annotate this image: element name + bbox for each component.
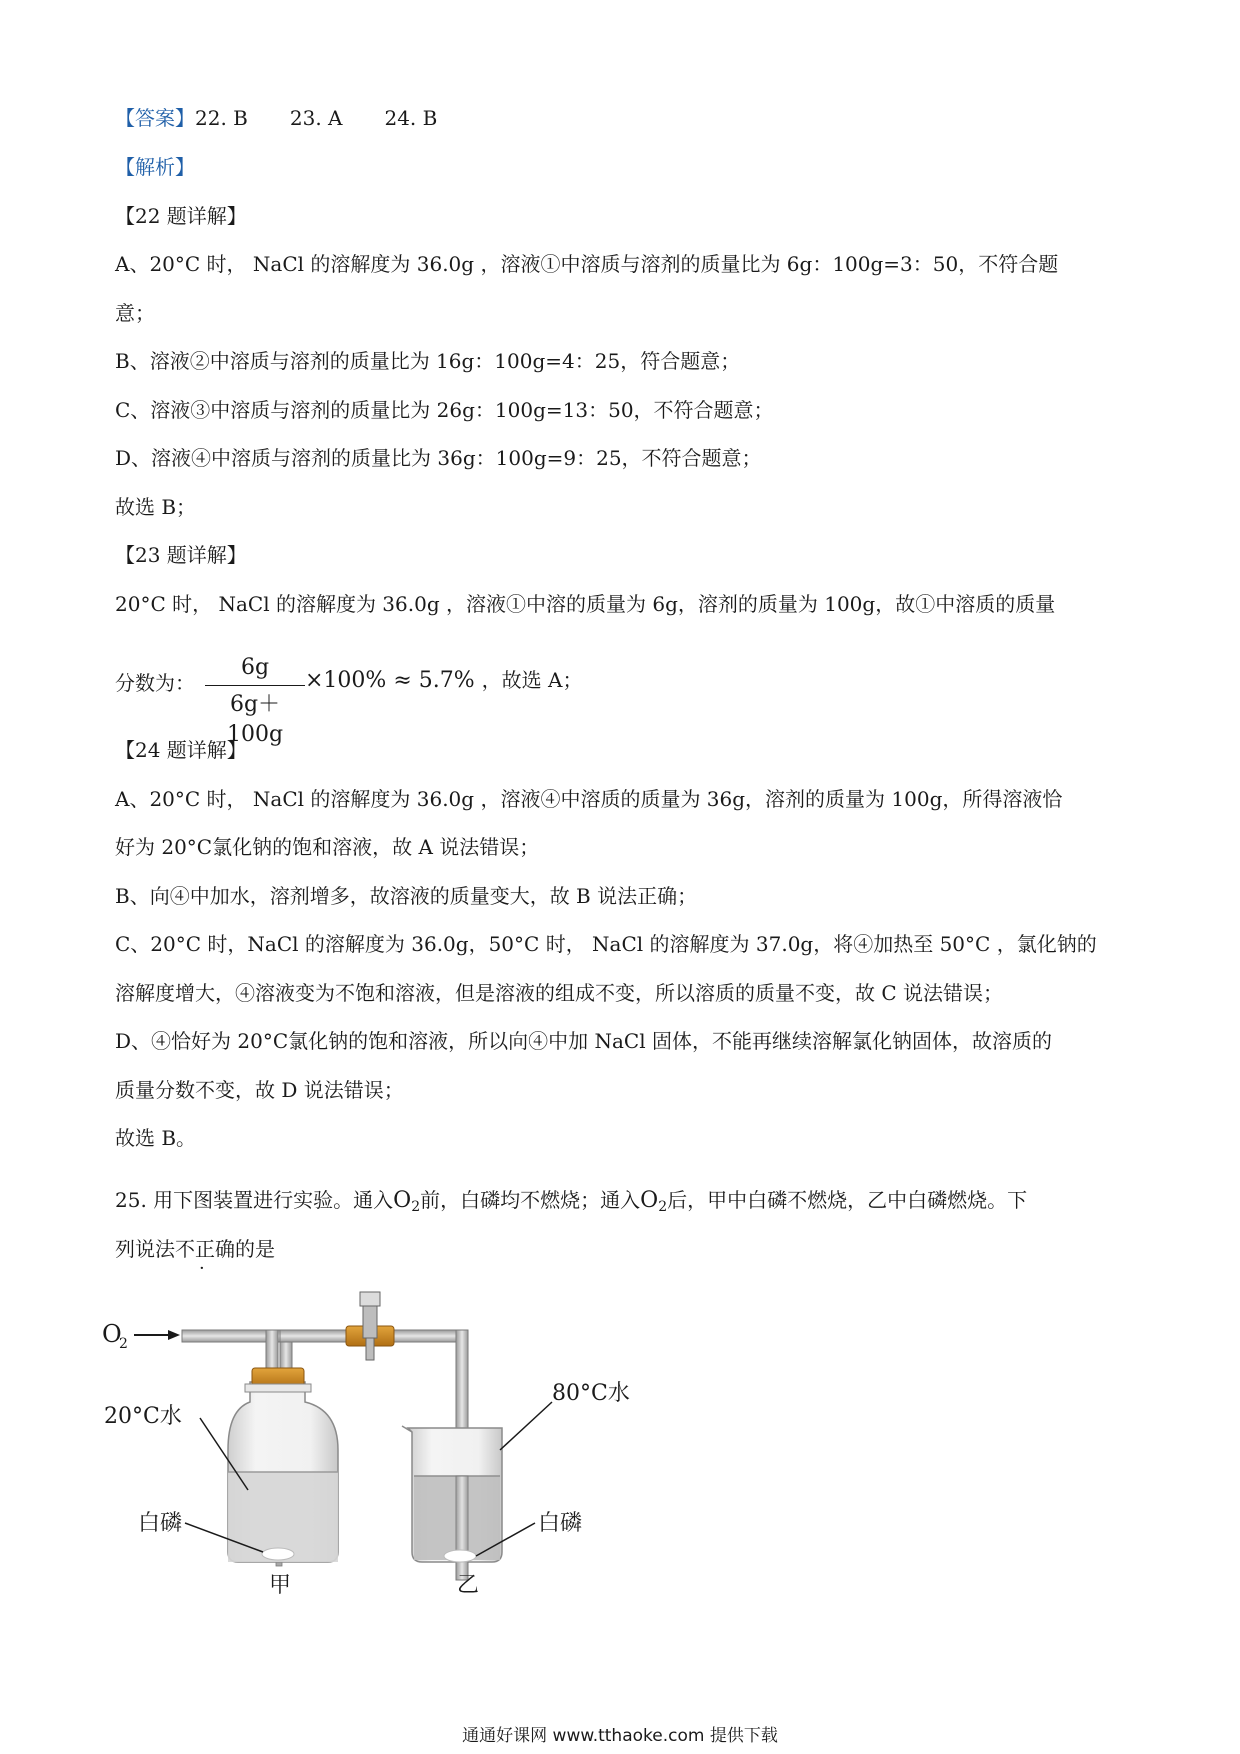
oxygen-inlet-label: [102, 1320, 180, 1352]
q24-option-d-line1: D、④恰好为 20°C氯化钠的饱和溶液，所以向④中加 NaCl 固体，不能再继续溶解氯化钠固体，故溶质的: [115, 1029, 1052, 1053]
inlet-arrow-head: [168, 1330, 180, 1340]
answer-24: 24. B: [384, 106, 438, 130]
q25-stem-line1: [115, 1186, 1027, 1221]
q23-fraction: [205, 653, 305, 747]
fraction-bar: [205, 685, 305, 686]
q24-conclusion: 故选 B。: [115, 1126, 197, 1150]
q22-option-a-line2: 意；: [115, 301, 155, 325]
q23-result-text: ，故选 A；: [481, 668, 583, 692]
label-jia: 甲: [269, 1573, 292, 1598]
o2-symbol: O: [102, 1320, 122, 1348]
q22-option-a-line1: A、20°C 时， NaCl 的溶解度为 36.0g ，溶液①中溶质与溶剂的质量比为 6g：100g=3：50，不符合题: [115, 252, 1059, 276]
answer-23: 23. A: [289, 106, 343, 130]
label-20c-water: 20°C水: [104, 1404, 182, 1429]
q22-option-c: C、溶液③中溶质与溶剂的质量比为 26g：100g=13：50，不符合题意；: [115, 398, 774, 422]
q25-text-1: 25. 用下图装置进行实验。通入: [115, 1188, 394, 1212]
leader-80c-water: [500, 1402, 552, 1450]
analysis-label: 【解析】: [115, 155, 195, 179]
label-phosphorus-left: 白磷: [138, 1511, 183, 1536]
q25-o2-subscript-1: 2: [411, 1199, 421, 1215]
experiment-apparatus-figure: [100, 1290, 760, 1610]
q22-option-b: B、溶液②中溶质与溶剂的质量比为 16g：100g=4：25，符合题意；: [115, 349, 741, 373]
q25-text-4: 列说法: [115, 1237, 175, 1261]
q24-option-c-line1: C、20°C 时，NaCl 的溶解度为 36.0g，50°C 时， NaCl 的溶解度为 37.0g，将④加热至 50°C ，氯化钠的: [115, 932, 1097, 956]
q24-option-c-line2: 溶解度增大，④溶液变为不饱和溶液，但是溶液的组成不变，所以溶质的质量不变，故 C 说法错误；: [115, 981, 1004, 1005]
q24-option-a-line2: 好为 20°C氯化钠的饱和溶液，故 A 说法错误；: [115, 835, 540, 859]
fraction-denominator: 6g＋100g: [226, 692, 284, 747]
q22-conclusion: 故选 B；: [115, 495, 197, 519]
q23-header: 【23 题详解】: [115, 543, 247, 567]
q22-option-d: D、溶液④中溶质与溶剂的质量比为 36g：100g=9：25，不符合题意；: [115, 446, 762, 470]
stopcock-valve: [346, 1292, 394, 1360]
answer-label: 【答案】: [115, 106, 195, 130]
q25-o2-formula-1: [393, 1188, 420, 1213]
q25-text-2: 前，白磷均不燃烧；通入: [420, 1188, 641, 1212]
beaker-yi: [402, 1426, 502, 1580]
q24-option-b: B、向④中加水，溶剂增多，故溶液的质量变大，故 B 说法正确；: [115, 884, 698, 908]
valve-lower-stem: [366, 1338, 374, 1360]
bottle-neck-ring: [245, 1384, 311, 1392]
q23-prefix: 分数为：: [115, 671, 195, 695]
q22-header: 【22 题详解】: [115, 204, 247, 228]
q24-option-a-line1: A、20°C 时， NaCl 的溶解度为 36.0g ，溶液④中溶质的质量为 36g，溶剂的质量为 100g，所得溶液恰: [115, 787, 1063, 811]
q23-line1: 20°C 时， NaCl 的溶解度为 36.0g ，溶液①中溶的质量为 6g，溶剂的质量为 100g，故①中溶质的质量: [115, 592, 1056, 616]
white-phosphorus-yi: [444, 1550, 476, 1562]
q25-text-3: 后，甲中白磷不燃烧，乙中白磷燃烧。下: [667, 1188, 1028, 1212]
q25-o2-formula-2: [640, 1188, 667, 1213]
q25-o2-symbol-1: O: [393, 1188, 412, 1213]
q23-result: [305, 666, 582, 695]
q25-stem-line2: [115, 1235, 275, 1263]
o2-subscript: 2: [119, 1336, 128, 1352]
answer-line: [115, 104, 437, 132]
q24-header: 【24 题详解】: [115, 738, 247, 762]
q24-option-d-line2: 质量分数不变，故 D 说法错误；: [115, 1078, 404, 1102]
answer-22: 22. B: [195, 106, 248, 130]
white-phosphorus-jia: [262, 1548, 294, 1560]
label-80c-water: 80°C水: [552, 1381, 630, 1406]
q25-emphasis-not-correct: 不正确: [175, 1237, 235, 1261]
bottle-jia: [228, 1368, 338, 1562]
valve-handle: [360, 1292, 380, 1306]
q25-o2-symbol-2: O: [640, 1188, 659, 1213]
label-phosphorus-right: 白磷: [538, 1511, 583, 1536]
valve-stem: [363, 1302, 377, 1338]
label-yi: 乙: [457, 1573, 480, 1598]
page-footer: 通通好课网 www.tthaoke.com 提供下载: [462, 1726, 778, 1746]
q25-text-5: 的是: [235, 1237, 275, 1261]
figure-labels: [104, 1381, 630, 1598]
q25-o2-subscript-2: 2: [658, 1199, 668, 1215]
fraction-numerator: 6g: [240, 655, 270, 680]
q23-result-math: ×100% ≈ 5.7%: [305, 668, 482, 693]
